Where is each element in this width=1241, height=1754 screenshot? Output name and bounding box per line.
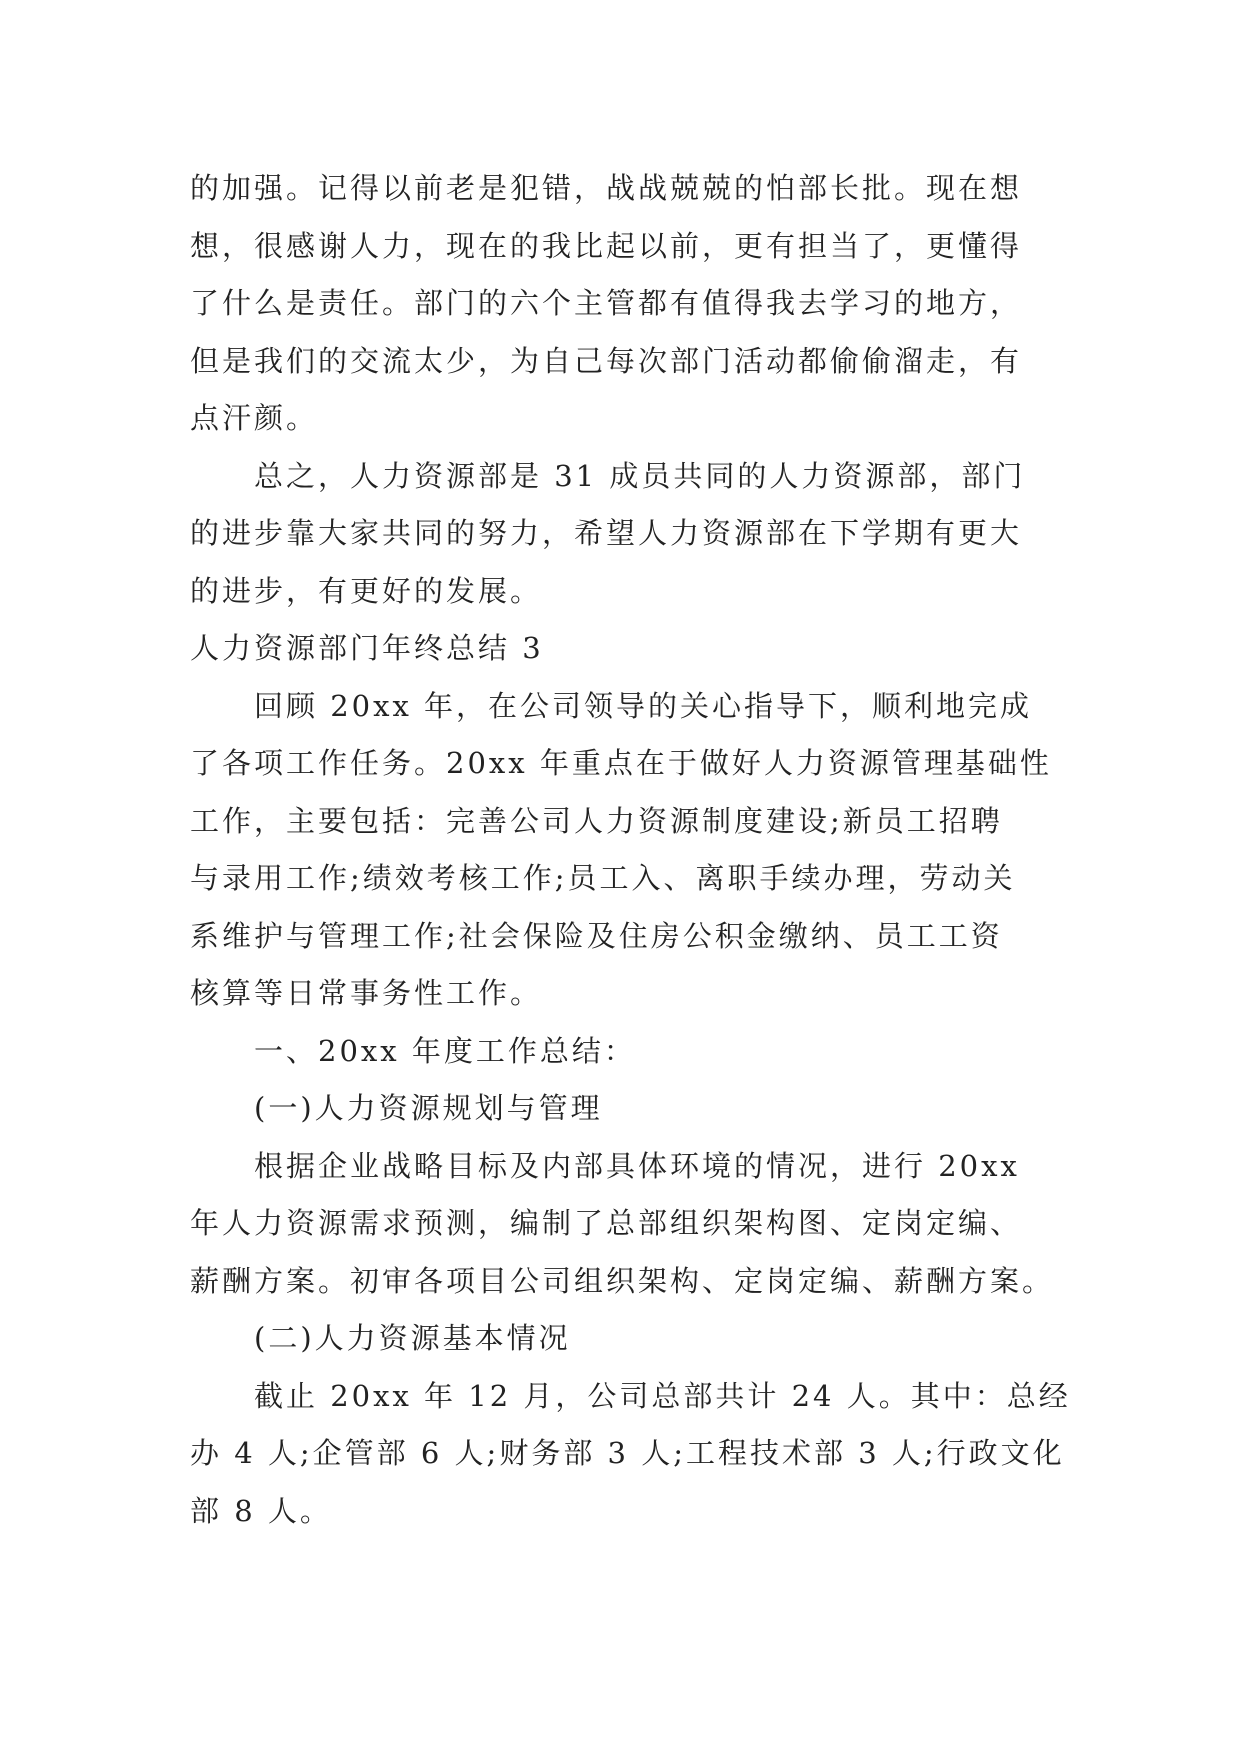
section-heading [190, 620, 1070, 678]
text-line: 了什么是责任。部门的六个主管都有值得我去学习的地方， [190, 286, 1023, 320]
text-line: 但是我们的交流太少，为自己每次部门活动都偷偷溜走，有 [190, 343, 1023, 378]
text-line: 了各项工作任务。20xx 年重点在于做好人力资源管理基础性 [190, 746, 1052, 780]
text-line: 总之，人力资源部是 31 成员共同的人力资源部，部门 [254, 458, 1026, 493]
text-line: 年人力资源需求预测，编制了总部组织架构图、定岗定编、 [190, 1206, 1023, 1240]
text-line: 想，很感谢人力，现在的我比起以前，更有担当了，更懂得 [190, 228, 1023, 263]
text-line: 的加强。记得以前老是犯错，战战兢兢的怕部长批。现在想 [190, 171, 1023, 205]
text-line: 人力资源部门年终总结 3 [190, 631, 544, 665]
paragraph [190, 1310, 1070, 1368]
text-line: 核算等日常事务性工作。 [190, 976, 543, 1010]
text-line: 薪酬方案。初审各项目公司组织架构、定岗定编、薪酬方案。 [190, 1263, 1055, 1298]
text-line: 回顾 20xx 年，在公司领导的关心指导下，顺利地完成 [254, 688, 1033, 723]
text-line: 截止 20xx 年 12 月，公司总部共计 24 人。其中：总经 [254, 1378, 1071, 1413]
text-line: 系维护与管理工作;社会保险及住房公积金缴纳、员工工资 [190, 918, 1003, 953]
text-line: 的进步靠大家共同的努力，希望人力资源部在下学期有更大 [190, 516, 1023, 550]
text-line: (一)人力资源规划与管理 [254, 1091, 603, 1125]
text-line: 办 4 人;企管部 6 人;财务部 3 人;工程技术部 3 人;行政文化 [190, 1436, 1065, 1470]
text-line: 一、20xx 年度工作总结： [254, 1033, 636, 1068]
paragraph [190, 160, 1070, 448]
text-line: 根据企业战略目标及内部具体环境的情况，进行 20xx [254, 1148, 1020, 1183]
text-line: 点汗颜。 [190, 401, 319, 435]
paragraph [190, 678, 1070, 1023]
paragraph [190, 1138, 1070, 1311]
text-line: 工作，主要包括：完善公司人力资源制度建设;新员工招聘 [190, 803, 1003, 838]
paragraph [190, 1023, 1070, 1081]
document-body [190, 160, 1070, 1540]
text-line: (二)人力资源基本情况 [254, 1321, 571, 1355]
text-line: 部 8 人。 [190, 1493, 332, 1528]
paragraph [190, 1080, 1070, 1138]
text-line: 的进步，有更好的发展。 [190, 573, 543, 608]
paragraph [190, 1368, 1070, 1541]
text-line: 与录用工作;绩效考核工作;员工入、离职手续办理，劳动关 [190, 861, 1016, 895]
paragraph [190, 448, 1070, 621]
